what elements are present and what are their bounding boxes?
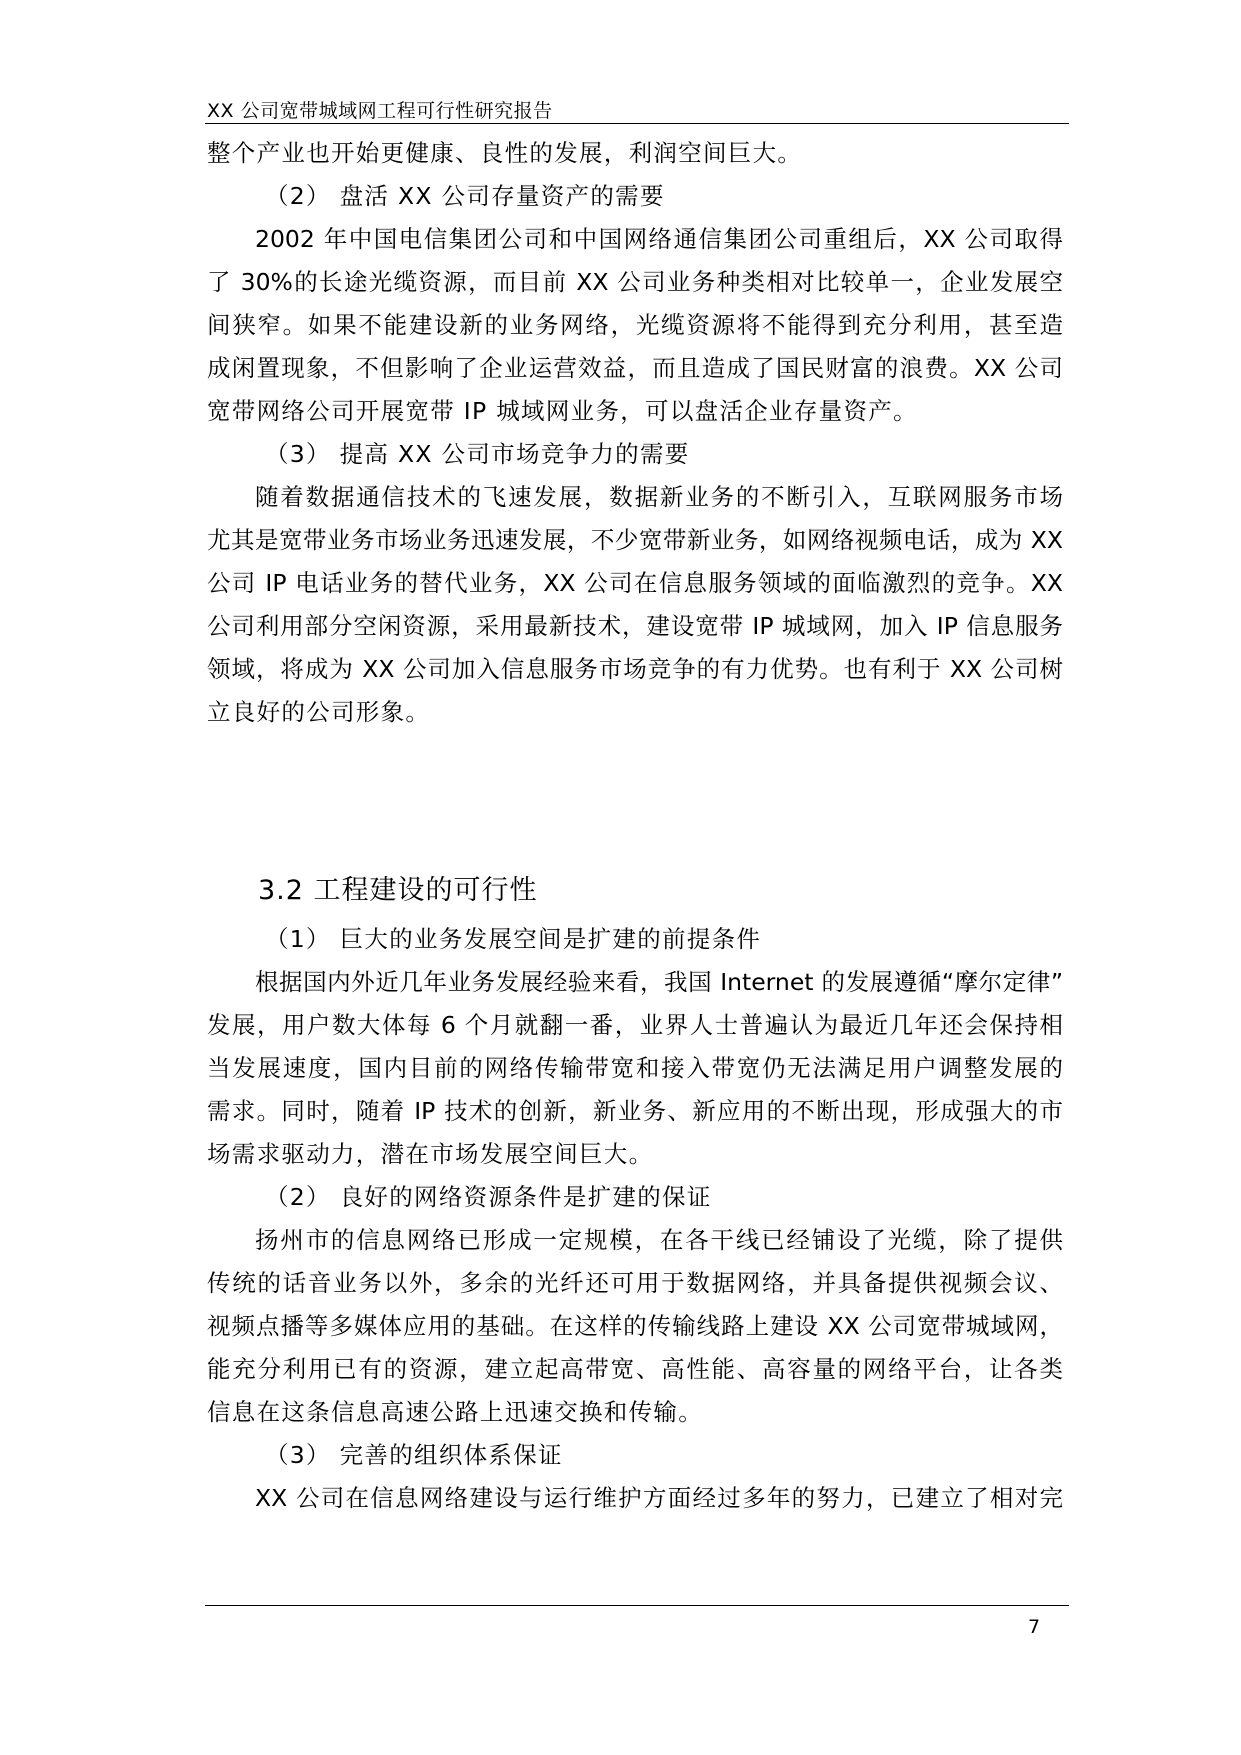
- paragraph-line: 信息在这条信息高速公路上迅速交换和传输。: [207, 1398, 703, 1426]
- paragraph-line: 领域，将成为 XX 公司加入信息服务市场竞争的有力优势。也有利于 XX 公司树: [207, 655, 1063, 683]
- paragraph-line: 当发展速度，国内目前的网络传输带宽和接入带宽仍无法满足用户调整发展的: [207, 1054, 1063, 1082]
- paragraph-line: 随着数据通信技术的飞速发展，数据新业务的不断引入，互联网服务市场: [255, 483, 1063, 511]
- paragraph-line: 尤其是宽带业务市场业务迅速发展，不少宽带新业务，如网络视频电话，成为 XX: [207, 526, 1063, 554]
- subheading: （2） 盘活 XX 公司存量资产的需要: [265, 182, 665, 210]
- paragraph-line: 扬州市的信息网络已形成一定规模，在各干线已经铺设了光缆，除了提供: [255, 1226, 1063, 1254]
- paragraph-line: 传统的话音业务以外，多余的光纤还可用于数据网络，并具备提供视频会议、: [207, 1269, 1063, 1297]
- paragraph-line: 能充分利用已有的资源，建立起高带宽、高性能、高容量的网络平台，让各类: [207, 1355, 1063, 1383]
- footer-rule: [205, 1605, 1069, 1606]
- paragraph-line: 场需求驱动力，潜在市场发展空间巨大。: [207, 1140, 654, 1168]
- page-number: 7: [1028, 1616, 1041, 1638]
- paragraph-line: 立良好的公司形象。: [207, 698, 431, 726]
- subheading: （2） 良好的网络资源条件是扩建的保证: [265, 1183, 712, 1211]
- paragraph-line: 宽带网络公司开展宽带 IP 城域网业务，可以盘活企业存量资产。: [207, 397, 918, 425]
- paragraph-line: 视频点播等多媒体应用的基础。在这样的传输线路上建设 XX 公司宽带城域网，: [207, 1312, 1063, 1340]
- section-title: 3.2 工程建设的可行性: [258, 875, 538, 906]
- paragraph-line: 需求。同时，随着 IP 技术的创新，新业务、新应用的不断出现，形成强大的市: [207, 1097, 1063, 1125]
- paragraph-line: 了 30%的长途光缆资源，而目前 XX 公司业务种类相对比较单一，企业发展空: [207, 268, 1063, 296]
- subheading: （1） 巨大的业务发展空间是扩建的前提条件: [265, 925, 762, 953]
- paragraph-line: 公司 IP 电话业务的替代业务，XX 公司在信息服务领域的面临激烈的竞争。XX: [207, 569, 1063, 597]
- page-header-title: XX 公司宽带城域网工程可行性研究报告: [207, 100, 553, 122]
- paragraph-line: XX 公司在信息网络建设与运行维护方面经过多年的努力，已建立了相对完: [255, 1484, 1063, 1512]
- paragraph-line: 间狭窄。如果不能建设新的业务网络，光缆资源将不能得到充分利用，甚至造: [207, 311, 1063, 339]
- paragraph-line: 发展，用户数大体每 6 个月就翻一番，业界人士普遍认为最近几年还会保持相: [207, 1011, 1063, 1039]
- subheading: （3） 完善的组织体系保证: [265, 1441, 563, 1469]
- paragraph-line: 根据国内外近几年业务发展经验来看，我国 Internet 的发展遵循“摩尔定律”: [255, 968, 1063, 996]
- header-rule: [205, 123, 1069, 124]
- paragraph-line: 成闲置现象，不但影响了企业运营效益，而且造成了国民财富的浪费。XX 公司: [207, 354, 1063, 382]
- paragraph-line: 公司利用部分空闲资源，采用最新技术，建设宽带 IP 城域网，加入 IP 信息服务: [207, 612, 1063, 640]
- body-line: 整个产业也开始更健康、良性的发展，利润空间巨大。: [207, 139, 803, 167]
- paragraph-line: 2002 年中国电信集团公司和中国网络通信集团公司重组后，XX 公司取得: [255, 225, 1063, 253]
- subheading: （3） 提高 XX 公司市场竞争力的需要: [265, 440, 690, 468]
